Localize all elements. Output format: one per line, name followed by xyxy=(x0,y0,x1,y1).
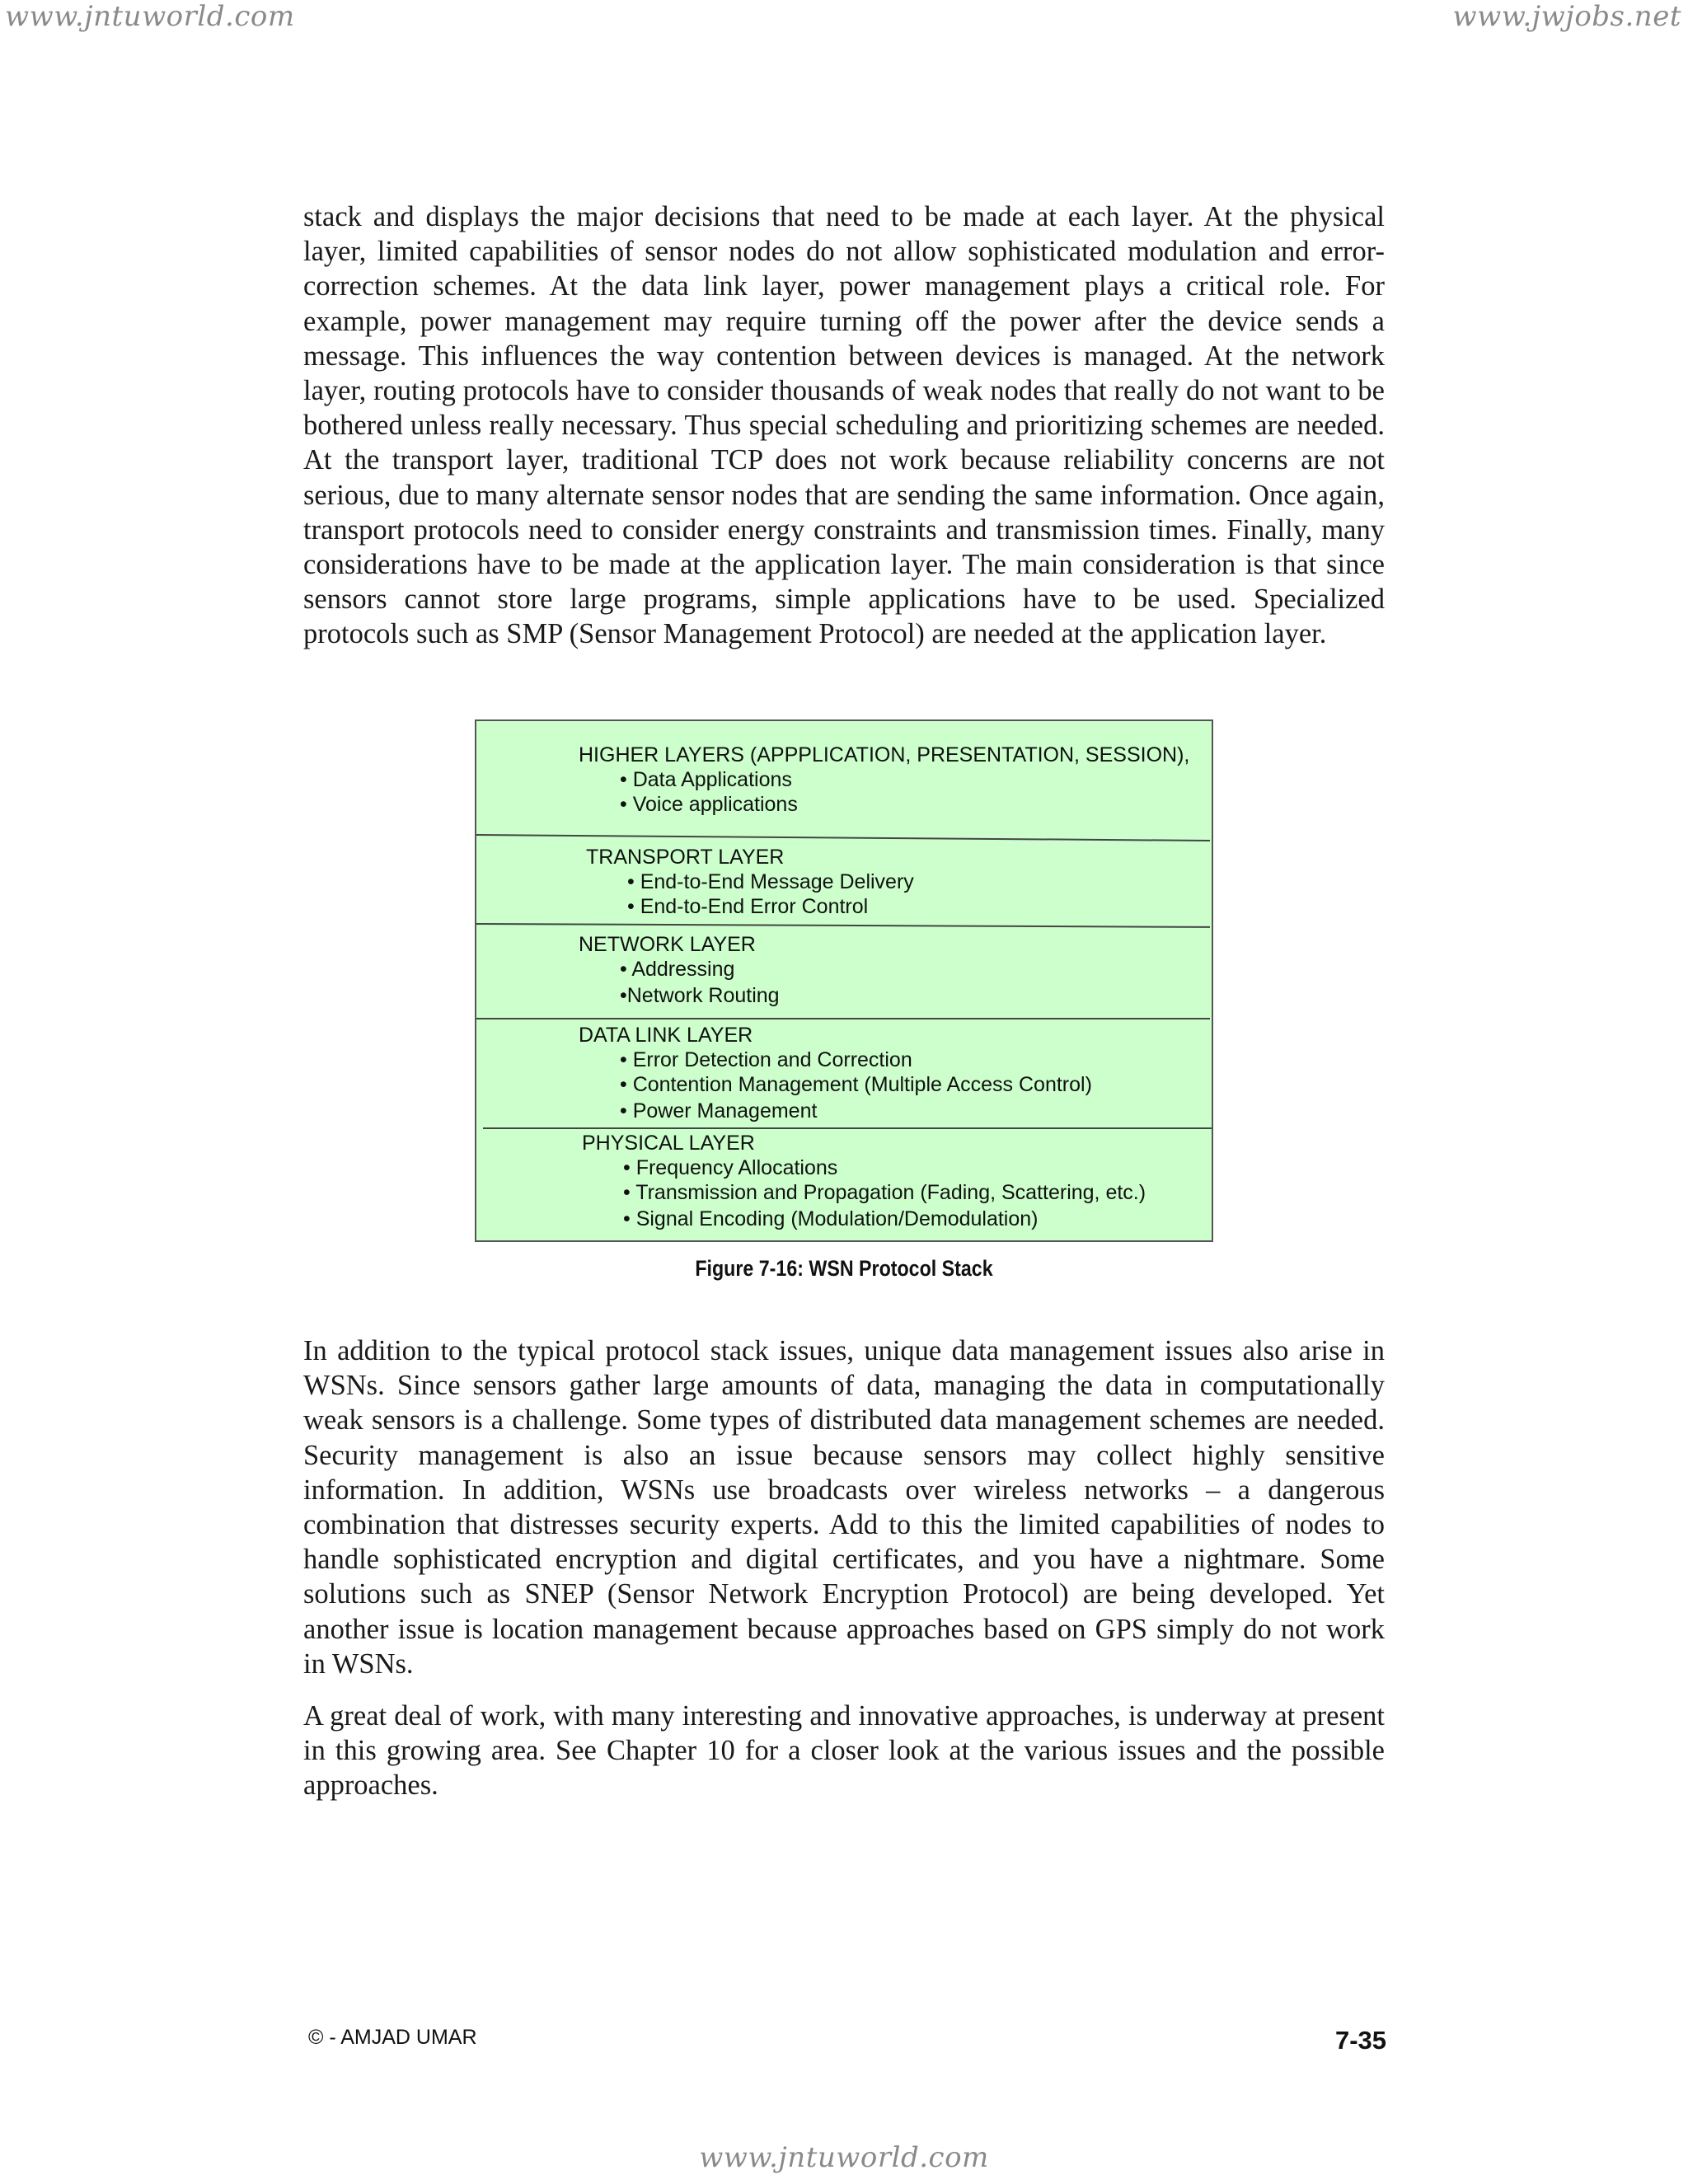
page-number: 7-35 xyxy=(1334,2026,1386,2055)
figure-caption: Figure 7-16: WSN Protocol Stack xyxy=(695,1256,993,1281)
layer-divider-4 xyxy=(483,1127,1213,1129)
watermark-top-right: www.jwjobs.net xyxy=(1452,0,1681,33)
layer-item: • End-to-End Message Delivery xyxy=(627,870,914,893)
layer-title: NETWORK LAYER xyxy=(579,933,756,956)
layer-item: • Data Applications xyxy=(620,768,792,791)
watermark-bottom: www.jntuworld.com xyxy=(699,2141,989,2174)
layer-item: • Signal Encoding (Modulation/Demodulation) xyxy=(623,1207,1039,1230)
layer-item: • Transmission and Propagation (Fading, Scattering, etc.) xyxy=(623,1181,1146,1204)
layer-item: •Network Routing xyxy=(620,984,780,1007)
body-paragraph-3: A great deal of work, with many interesting and innovative approaches, is underway at present in this growing area. See Chapter 10 for a closer look at the various issues and the possible approaches. xyxy=(303,1700,1385,1802)
layer-item: • Voice applications xyxy=(620,793,798,816)
footer-copyright: © - AMJAD UMAR xyxy=(308,2026,477,2049)
layer-transport xyxy=(586,845,914,919)
layer-data-link xyxy=(579,1023,1092,1123)
protocol-stack-figure xyxy=(475,719,1213,1242)
layer-title: DATA LINK LAYER xyxy=(579,1024,753,1047)
layer-title: PHYSICAL LAYER xyxy=(582,1132,755,1155)
layer-divider-1 xyxy=(476,834,1210,841)
layer-item: • Addressing xyxy=(620,958,735,981)
body-paragraph-1: stack and displays the major decisions that need to be made at each layer. At the physical layer, limited capabilities of sensor nodes do not allow sophisticated modulation and error-correction schemes. At the data link layer, power management plays a critical role. For example, power management may require turning off the power after the device sends a message. This influences the way contention between devices is managed. At the network layer, routing protocols have to consider thousands of weak nodes that really do not want to be bothered unless really necessary. Thus special scheduling and prioritizing schemes are needed. At the transport layer, traditional TCP does not work because reliability concerns are not serious, due to many alternate sensor nodes that are sending the same information. Once again, transport protocols need to consider energy constraints and transmission times. Finally, many considerations have to be made at the application layer. The main consideration is that since sensors cannot store large programs, simple applications have to be used. Specialized protocols such as SMP (Sensor Management Protocol) are needed at the application layer. xyxy=(303,201,1385,650)
layer-title: TRANSPORT LAYER xyxy=(586,846,785,869)
layer-physical xyxy=(582,1131,1146,1231)
layer-title: HIGHER LAYERS (APPPLICATION, PRESENTATION, SESSION), xyxy=(579,743,1190,766)
layer-item: • Frequency Allocations xyxy=(623,1156,838,1179)
layer-item: • Error Detection and Correction xyxy=(620,1048,912,1071)
body-paragraph-2: In addition to the typical protocol stack issues, unique data management issues also arise in WSNs. Since sensors gather large amounts of data, managing the data in computationally weak sensors is a challenge. Some types of distributed data management schemes are needed. Security management is also an issue because sensors may collect highly sensitive information. In addition, WSNs use broadcasts over wireless networks – a dangerous combination that distresses security experts. Add to this the limited capabilities of nodes to handle sophisticated encryption and digital certificates, and you have a nightmare. Some solutions such as SNEP (Sensor Network Encryption Protocol) are being developed. Yet another issue is location management because approaches based on GPS simply do not work in WSNs. xyxy=(303,1335,1385,1680)
layer-item: • End-to-End Error Control xyxy=(627,895,869,918)
layer-network xyxy=(579,932,780,1008)
watermark-top-left: www.jntuworld.com xyxy=(5,0,295,33)
layer-item: • Contention Management (Multiple Access Control) xyxy=(620,1073,1092,1096)
layer-higher xyxy=(579,743,1189,817)
layer-item: • Power Management xyxy=(620,1099,818,1122)
layer-divider-2 xyxy=(476,923,1210,928)
layer-divider-3 xyxy=(476,1018,1210,1019)
